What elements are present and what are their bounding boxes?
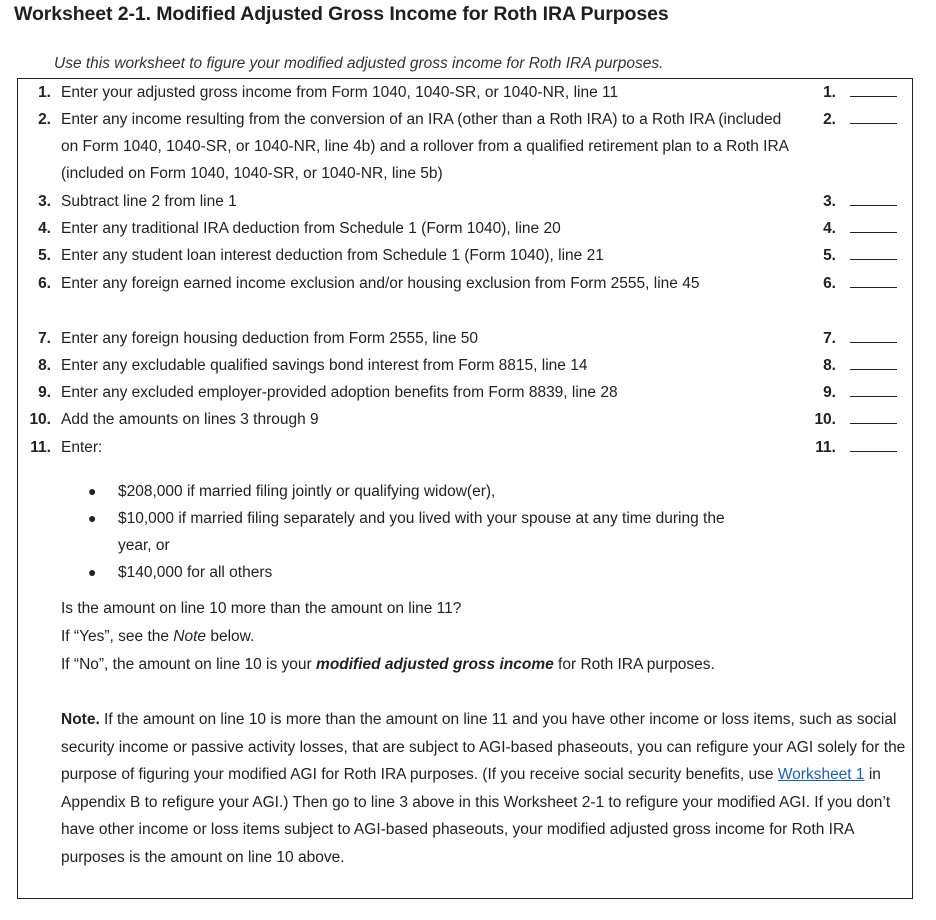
line-ref: 6. — [823, 275, 836, 292]
line-text: Enter any foreign earned income exclusion and/or housing exclusion from Form 2555, line 45 — [61, 275, 700, 292]
bullet-text: $10,000 if married filing separately and you lived with your spouse at any time during the year, or — [118, 510, 725, 554]
list-item — [80, 478, 760, 505]
note-label: Note. — [61, 711, 100, 728]
line-ref: 10. — [814, 411, 836, 428]
line-number: 2. — [38, 111, 51, 128]
line-ref: 5. — [823, 247, 836, 264]
line-ref: 3. — [823, 193, 836, 210]
no-text-end: for Roth IRA purposes. — [553, 656, 715, 673]
worksheet-title: Worksheet 2-1. Modified Adjusted Gross Income for Roth IRA Purposes — [14, 3, 669, 25]
line-ref: 11. — [815, 439, 836, 456]
list-item — [80, 559, 760, 586]
line-number: 7. — [38, 330, 51, 347]
magi-term: modified adjusted gross income — [316, 656, 554, 673]
line-text: Enter any excluded employer-provided adoption benefits from Form 8839, line 28 — [61, 384, 618, 401]
no-instruction — [61, 651, 741, 679]
worksheet-box — [17, 78, 913, 899]
line-ref: 8. — [823, 357, 836, 374]
line-number: 6. — [38, 275, 51, 292]
bullet-icon: ● — [88, 483, 97, 499]
line-text: Enter: — [61, 439, 103, 456]
line-number: 3. — [38, 193, 51, 210]
no-text: If “No”, the amount on line 10 is your — [61, 656, 317, 673]
note-ref: Note — [173, 628, 207, 645]
line-text: Enter any excludable qualified savings bond interest from Form 8815, line 14 — [61, 357, 588, 374]
amount-field[interactable] — [850, 287, 897, 288]
line-text: Enter any traditional IRA deduction from Schedule 1 (Form 1040), line 20 — [61, 220, 561, 237]
line-number: 5. — [38, 247, 51, 264]
worksheet-intro: Use this worksheet to figure your modified adjusted gross income for Roth IRA purposes. — [54, 55, 664, 72]
amount-field[interactable] — [850, 123, 897, 124]
line-number: 4. — [38, 220, 51, 237]
line-number: 10. — [29, 411, 51, 428]
amount-field[interactable] — [850, 205, 897, 206]
bullet-text: $140,000 for all others — [118, 564, 273, 581]
line-ref: 2. — [823, 111, 836, 128]
line-ref: 7. — [823, 330, 836, 347]
amount-field[interactable] — [850, 342, 897, 343]
line-text: Subtract line 2 from line 1 — [61, 193, 237, 210]
amount-field[interactable] — [850, 369, 897, 370]
line-number: 1. — [38, 84, 51, 101]
line-number: 9. — [38, 384, 51, 401]
line-text: Enter any foreign housing deduction from Form 2555, line 50 — [61, 330, 479, 347]
amount-field[interactable] — [850, 232, 897, 233]
amount-field[interactable] — [850, 396, 897, 397]
line-ref: 1. — [823, 84, 836, 101]
list-item — [80, 505, 760, 559]
bullet-icon: ● — [88, 564, 97, 580]
line-number: 8. — [38, 357, 51, 374]
line-text: Enter your adjusted gross income from Form 1040, 1040-SR, or 1040-NR, line 11 — [61, 84, 619, 101]
question-text: Is the amount on line 10 more than the amount on line 11? — [61, 600, 462, 617]
line-number: 11. — [30, 439, 51, 456]
note-text: If the amount on line 10 is more than the amount on line 11 and you have other income or loss items, such as social security income or passive activity losses, that are subject to AGI-based phaseouts, you can refigure your AGI solely for the purpose of figuring your modified AGI for Roth IRA purposes. (If you receive social security benefits, use — [61, 711, 906, 783]
amount-field[interactable] — [850, 96, 897, 97]
yes-text-end: below. — [206, 628, 255, 645]
threshold-list — [80, 478, 760, 586]
line-ref: 9. — [823, 384, 836, 401]
line-text: Add the amounts on lines 3 through 9 — [61, 411, 319, 428]
line-ref: 4. — [823, 220, 836, 237]
amount-field[interactable] — [850, 423, 897, 424]
amount-field[interactable] — [850, 259, 897, 260]
bullet-text: $208,000 if married filing jointly or qualifying widow(er), — [118, 483, 496, 500]
line-text: Enter any income resulting from the conversion of an IRA (other than a Roth IRA) to a Roth IRA (included on Form 1040, 1040-SR, or 1040-NR, line 4b) and a rollover from a qualified retirement plan to a Roth IRA (included on Form 1040, 1040-SR, or 1040-NR, line 5b) — [61, 111, 789, 182]
bullet-icon: ● — [88, 510, 97, 526]
amount-field[interactable] — [850, 451, 897, 452]
line-text: Enter any student loan interest deduction from Schedule 1 (Form 1040), line 21 — [61, 247, 604, 264]
note-text-end: in Appendix B to refigure your AGI.) Then go to line 3 above in this Worksheet 2-1 to refigure your modified AGI. If you don’t have other income or loss items subject to AGI-based phaseouts, your modified adjusted gross income for Roth IRA purposes is the amount on line 10 above. — [61, 766, 891, 866]
note-paragraph — [61, 706, 911, 871]
yes-instruction — [61, 623, 906, 651]
worksheet-1-link[interactable]: Worksheet 1 — [777, 766, 865, 783]
yes-text: If “Yes”, see the — [61, 628, 174, 645]
